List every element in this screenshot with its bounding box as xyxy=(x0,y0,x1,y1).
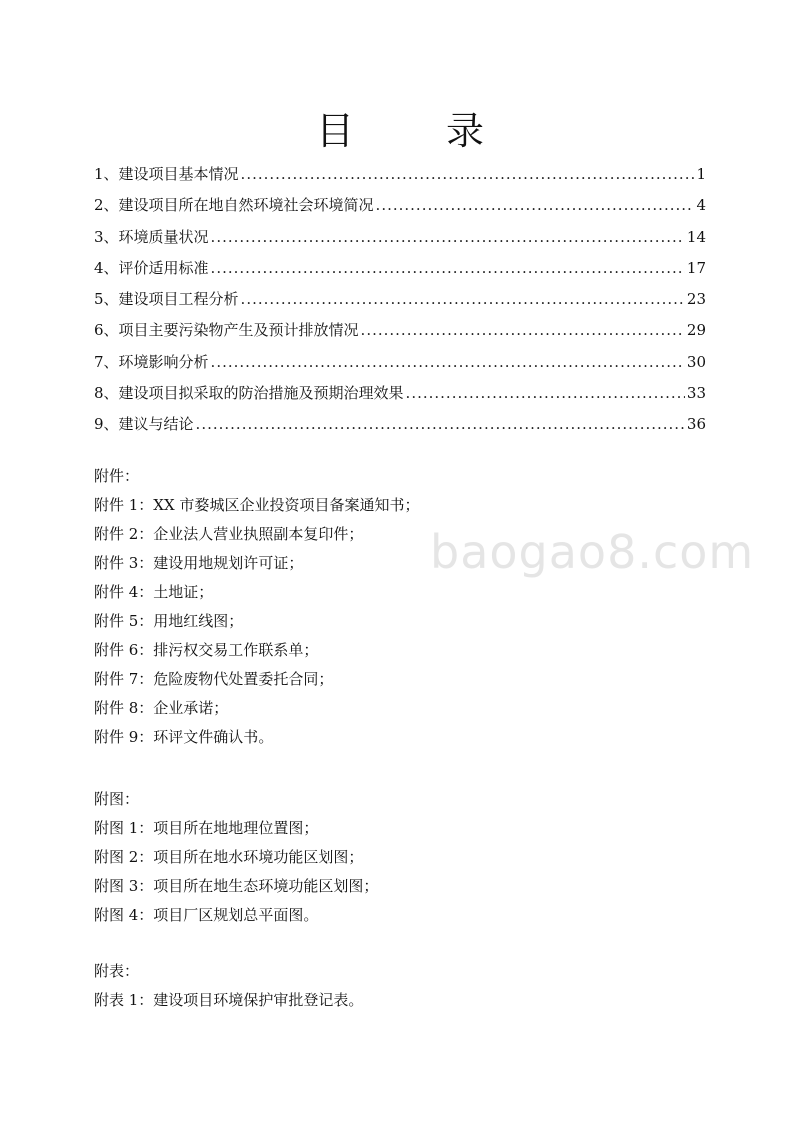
attachment-item: 附件 5：用地红线图； xyxy=(94,612,244,630)
toc-leader-dots xyxy=(196,412,685,437)
toc-entry-label: 8、建设项目拟采取的防治措施及预期治理效果 xyxy=(94,384,404,403)
toc-leader-dots xyxy=(241,287,685,312)
table-of-contents xyxy=(94,162,706,444)
figure-item: 附图 3：项目所在地生态环境功能区划图； xyxy=(94,877,379,895)
attachment-item: 附件 7：危险废物代处置委托合同； xyxy=(94,670,334,688)
toc-leader-dots xyxy=(241,162,695,187)
watermark: baogao8.com xyxy=(430,525,755,579)
toc-entry-label: 3、环境质量状况 xyxy=(94,227,209,246)
figure-item: 附图 4：项目厂区规划总平面图。 xyxy=(94,906,319,924)
toc-leader-dots xyxy=(376,193,695,218)
attachment-item: 附件 9：环评文件确认书。 xyxy=(94,728,274,746)
attachment-item: 附件 6：排污权交易工作联系单； xyxy=(94,641,319,659)
toc-entry-label: 1、建设项目基本情况 xyxy=(94,165,239,183)
attachments-heading: 附件： xyxy=(94,467,140,485)
toc-leader-dots xyxy=(406,381,685,406)
toc-entry-label: 5、建设项目工程分析 xyxy=(94,290,239,309)
toc-entry[interactable] xyxy=(94,318,706,349)
toc-entry-page: 1 xyxy=(696,165,706,183)
toc-entry-page: 30 xyxy=(686,352,706,371)
toc-entry-label: 2、建设项目所在地自然环境社会环境简况 xyxy=(94,196,374,215)
toc-entry-page: 36 xyxy=(686,415,706,434)
figures-heading: 附图： xyxy=(94,790,140,808)
toc-leader-dots xyxy=(211,256,685,281)
toc-entry[interactable] xyxy=(94,412,706,443)
figures-section xyxy=(94,785,714,930)
toc-entry-page: 17 xyxy=(686,258,706,277)
toc-entry[interactable] xyxy=(94,350,706,381)
toc-entry-label: 9、建议与结论 xyxy=(94,415,194,434)
attachment-item: 附件 4：土地证； xyxy=(94,583,214,601)
attachment-item: 附件 8：企业承诺； xyxy=(94,699,229,717)
toc-leader-dots xyxy=(361,318,685,343)
tables-section xyxy=(94,957,714,1015)
toc-entry-label: 7、环境影响分析 xyxy=(94,352,209,371)
attachment-item: 附件 1：XX 市婺城区企业投资项目备案通知书； xyxy=(94,496,420,514)
attachments-section xyxy=(94,462,714,752)
toc-entry-page: 14 xyxy=(686,227,706,246)
toc-entry[interactable] xyxy=(94,256,706,287)
toc-entry[interactable] xyxy=(94,287,706,318)
page-title: 目 录 xyxy=(315,109,525,153)
attachment-item: 附件 2：企业法人营业执照副本复印件； xyxy=(94,525,364,543)
figure-item: 附图 2：项目所在地水环境功能区划图； xyxy=(94,848,364,866)
toc-entry-page: 29 xyxy=(686,321,706,340)
toc-entry[interactable] xyxy=(94,225,706,256)
toc-entry[interactable] xyxy=(94,162,706,193)
toc-entry[interactable] xyxy=(94,381,706,412)
toc-entry-page: 4 xyxy=(696,196,706,215)
toc-entry-page: 23 xyxy=(686,290,706,309)
toc-entry[interactable] xyxy=(94,193,706,224)
toc-leader-dots xyxy=(211,225,685,250)
toc-entry-label: 4、评价适用标准 xyxy=(94,258,209,277)
tables-heading: 附表： xyxy=(94,962,140,980)
toc-leader-dots xyxy=(211,350,685,375)
table-item: 附表 1：建设项目环境保护审批登记表。 xyxy=(94,991,364,1009)
toc-entry-page: 33 xyxy=(686,384,706,403)
attachment-item: 附件 3：建设用地规划许可证； xyxy=(94,554,304,572)
toc-entry-label: 6、项目主要污染物产生及预计排放情况 xyxy=(94,321,359,340)
figure-item: 附图 1：项目所在地地理位置图； xyxy=(94,819,319,837)
